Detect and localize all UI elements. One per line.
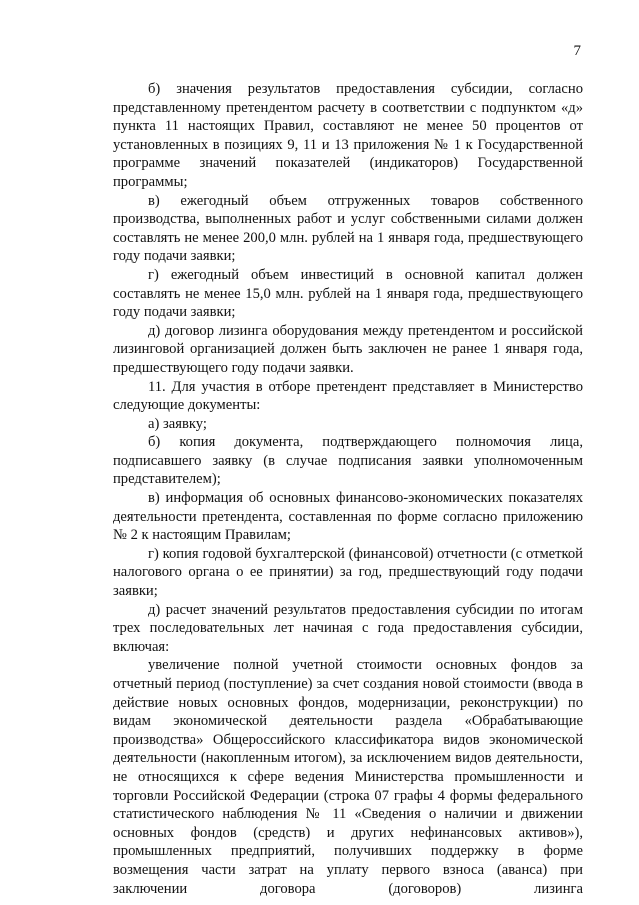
list-item-g-accounting-report: г) копия годовой бухгалтерской (финансовой) отчетности (с отметкой налогового органа о ее принятии) за год, предшествующий году подачи заявки;: [113, 545, 583, 600]
paragraph-b-results: б) значения результатов предоставления субсидии, согласно представленному претендентом расчету в соответствии с подпунктом «д» пункта 11 настоящих Правил, составляют не менее 50 процентов от установленных в позициях 9, 11 и 13 приложения № 1 к Государственной программе значений показателей (индикаторов) Государственной программы;: [113, 81, 583, 190]
paragraph-d-leasing-contract: д) договор лизинга оборудования между претендентом и российской лизинговой организацией должен быть заключен не ранее 1 января года, предшествующего году подачи заявки.: [113, 322, 583, 376]
list-item-a-application: а) заявку;: [148, 415, 207, 432]
paragraph-v-shipment-volume: в) ежегодный объем отгруженных товаров собственного производства, выполненных работ и услуг собственными силами должен составлять не менее 200,0 млн. рублей на 1 января года, предшествующего году подачи заявки;: [113, 192, 583, 265]
page-number: 7: [573, 43, 581, 59]
list-item-d-results-calculation: д) расчет значений результатов предоставления субсидии по итогам трех последовательных лет начиная с года предоставления субсидии, включая:: [113, 601, 583, 655]
list-item-b-authority-copy: б) копия документа, подтверждающего полномочия лица, подписавшего заявку (в случае подписания заявки уполномоченным представителем);: [113, 434, 583, 488]
list-item-v-financial-info: в) информация об основных финансово-экономических показателях деятельности претендента, составленная по форме согласно приложению № 2 к настоящим Правилам;: [113, 490, 583, 544]
paragraph-fixed-assets-increase: увеличение полной учетной стоимости основных фондов за отчетный период (поступление) за счет создания новой стоимости (ввода в действие новых основных фондов, модернизации, реконструкции) по видам экономической деятельности раздела «Обрабатывающие производства» Общероссийского классификатора видов экономической деятельности (накопленным итогом), за исключением видов деятельности, не относящихся к сфере ведения Министерства промышленности и торговли Российской Федерации (строка 07 графы 4 формы федерального статистического наблюдения № 11 «Сведения о наличии и движении основных фондов (средств) и других нефинансовых активов»), промышленных предприятий, получивших поддержку в форме возмещения части затрат на уплату первого взноса (аванса) при заключении договора (договоров) лизинга: [113, 657, 583, 897]
paragraph-g-investment-volume: г) ежегодный объем инвестиций в основной капитал должен составлять не менее 15,0 млн. рублей на 1 января года, предшествующего году подачи заявки;: [113, 266, 583, 321]
paragraph-11-documents: 11. Для участия в отборе претендент представляет в Министерство следующие документы:: [113, 378, 583, 414]
document-body: [113, 80, 583, 898]
